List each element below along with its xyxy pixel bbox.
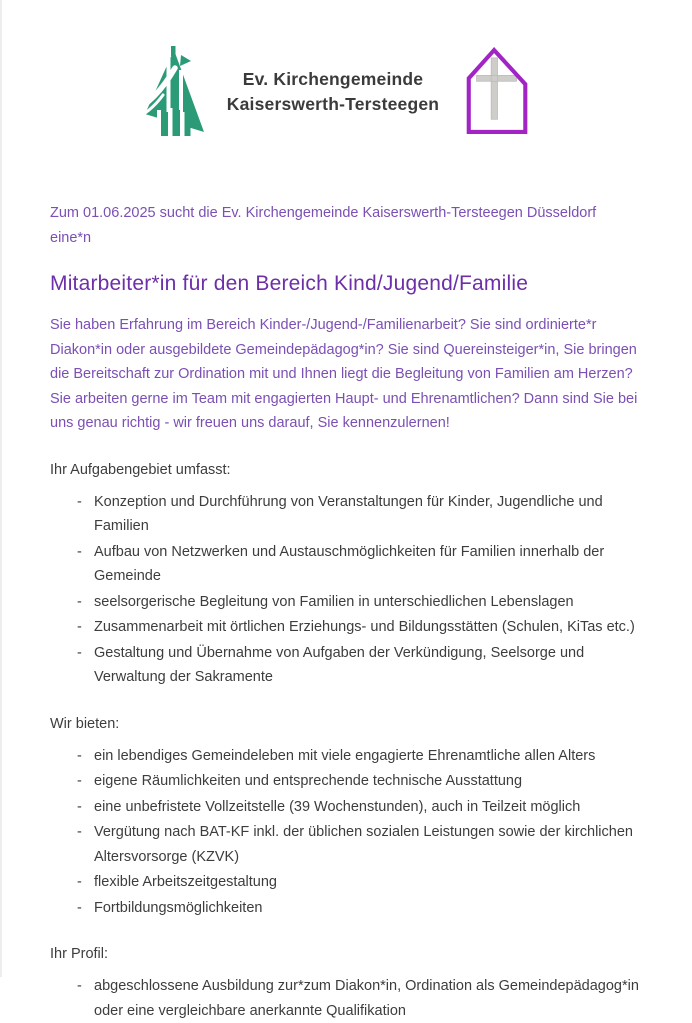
section-list — [50, 974, 642, 1023]
section-list — [50, 490, 642, 690]
letterhead — [0, 0, 680, 139]
list-item: - eine unbefristete Vollzeitstelle (39 Wochenstunden), auch in Teilzeit möglich — [50, 795, 642, 820]
intro-line1: Zum 01.06.2025 sucht die Ev. Kirchengemeinde Kaiserswerth-Tersteegen Düsseldorf — [50, 205, 596, 221]
job-title: Mitarbeiter*in für den Bereich Kind/Jugend/Familie — [50, 270, 642, 298]
sections — [50, 459, 642, 1023]
list-item: - seelsorgerische Begleitung von Familien in unterschiedlichen Lebenslagen — [50, 590, 642, 615]
list-item: - eigene Räumlichkeiten und entsprechende technische Ausstattung — [50, 769, 642, 794]
list-item: - abgeschlossene Ausbildung zur*zum Diakon*in, Ordination als Gemeindepädagog*in oder eine vergleichbare anerkannte Qualifikation — [50, 974, 642, 1023]
section-heading: Ihr Profil: — [50, 943, 642, 965]
intro-line — [50, 201, 642, 251]
section-heading: Wir bieten: — [50, 713, 642, 735]
house-cross-logo-icon — [459, 44, 537, 139]
list-item: - Konzeption und Durchführung von Veranstaltungen für Kinder, Jugendliche und Familien — [50, 490, 642, 539]
lead-paragraph: Sie haben Erfahrung im Bereich Kinder-/Jugend-/Familienarbeit? Sie sind ordinierte*r Diakon*in oder ausgebildete Gemeindepädagog*in? Sie sind Quereinsteiger*in, Sie bringen die Bereitschaft zur Ordination mit und Ihnen liegt die Begleitung von Familien am Herzen? Sie arbeiten gerne im Team mit engagierten Haupt- und Ehrenamtlichen? Dann sind Sie bei uns genau richtig - wir freuen uns darauf, Sie kennenzulernen! — [50, 313, 642, 436]
org-name-line2: Kaiserswerth-Tersteegen — [227, 92, 439, 117]
list-item: - Vergütung nach BAT-KF inkl. der üblichen sozialen Leistungen sowie der kirchlichen Altersvorsorge (KZVK) — [50, 820, 642, 869]
list-item: - Fortbildungsmöglichkeiten — [50, 896, 642, 921]
church-logo-icon — [133, 46, 213, 138]
section-list — [50, 744, 642, 921]
list-item: - Aufbau von Netzwerken und Austauschmöglichkeiten für Familien innerhalb der Gemeinde — [50, 540, 642, 589]
intro-line2: eine*n — [50, 230, 91, 246]
list-item: - Zusammenarbeit mit örtlichen Erziehungs- und Bildungsstätten (Schulen, KiTas etc.) — [50, 615, 642, 640]
document-body — [2, 201, 692, 1023]
list-item: - ein lebendiges Gemeindeleben mit viele engagierte Ehrenamtliche allen Alters — [50, 744, 642, 769]
section-heading: Ihr Aufgabengebiet umfasst: — [50, 459, 642, 481]
list-item: - flexible Arbeitszeitgestaltung — [50, 870, 642, 895]
org-name-line1: Ev. Kirchengemeinde — [227, 67, 439, 92]
org-name — [227, 67, 439, 116]
list-item: - Gestaltung und Übernahme von Aufgaben der Verkündigung, Seelsorge und Verwaltung der Sakramente — [50, 641, 642, 690]
